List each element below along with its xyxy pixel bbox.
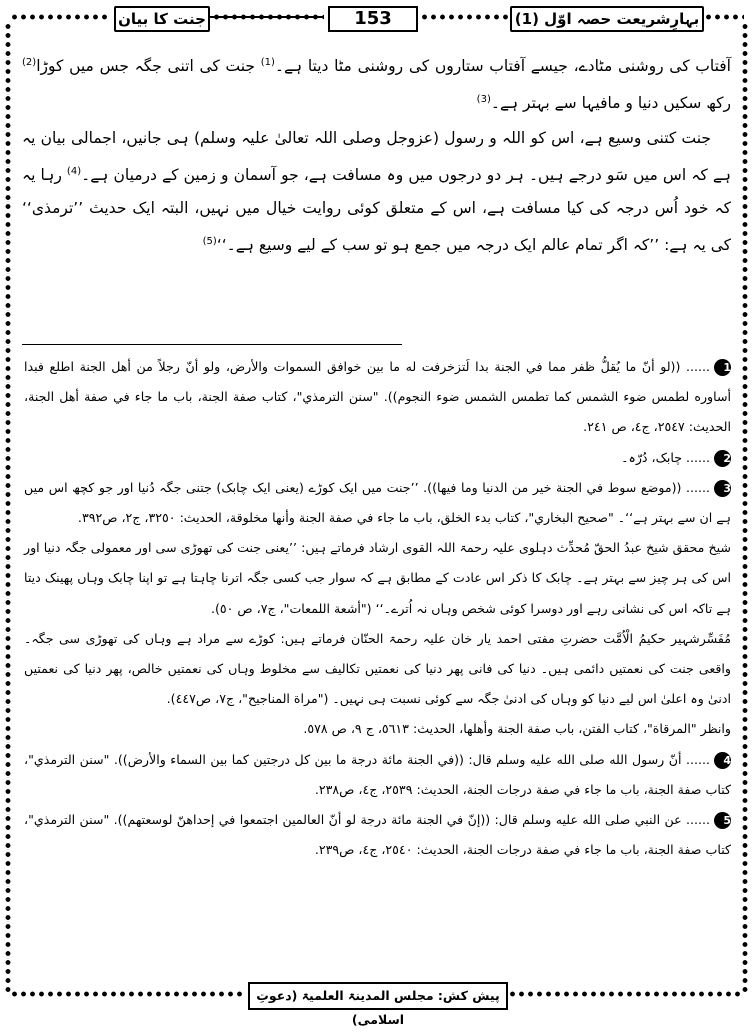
page-header — [0, 0, 753, 34]
footnote-5: 5...... عن النبي صلى الله عليه وسلم قال: ((إنّ في الجنة مائة درجة لو أنّ العالمين اجتمعوا في إحداهنّ لوسعتهم)). "سنن الترمذي"، كتاب صفة الجنة، باب ما جاء في صفة درجات الجنة، الحديث: ٢٥٤٠، ج٤، ص٢٣٩. — [24, 812, 731, 858]
footnote-3: 3...... ((موضع سوط في الجنة خير من الدنيا وما فيها)). ’’جنت میں ایک کوڑے (یعنی ایک چابک) جتنی جگہ دُنیا اور جو کچھ اس میں ہے ان سے بہتر ہے‘‘۔ "صحيح البخاري"، كتاب بدء الخلق، باب ما جاء في صفة الجنة وأنها مخلوقة، الحديث: ٣٢٥٠، ج٢، ص٣٩٢. — [24, 479, 731, 526]
footnote-number: 3 — [714, 480, 731, 497]
footer-chain-left — [10, 990, 246, 998]
paragraph-1: آفتاب کی روشنی مٹادے، جیسے آفتاب ستاروں کی روشنی مٹا دیتا ہے۔$^{(1)}$ جنت کی اتنی جگہ جس میں کوڑا$^{(2)}$ رکھ سکیں دنیا و مافیہا سے بہتر ہے۔$^{(3)}$ — [22, 57, 731, 113]
footnote-2: 2...... چابک، دُرّہ۔ — [621, 449, 731, 465]
header-chain-right — [704, 13, 744, 21]
footnote-1: 1...... ((لو أنّ ما يُقلُّ ظفر مما في الجنة بدا لَتزخرفت له ما بين خوافق السموات والأرض، ولو أنّ رجلاً من أهل الجنة اطلع فبدا أساوره لطمس ضوء الشمس كما تطمس الشمس ضوء النجوم)). "سنن الترمذي"، كتاب صفة الجنة، باب ما جاء في صفة أهل الجنة، الحديث: ٢٥٤٧، ج٤، ص ٢٤١. — [24, 359, 731, 435]
footnotes — [24, 352, 731, 865]
footnote-number: 2 — [714, 450, 731, 467]
footnote-number: 4 — [714, 752, 731, 769]
footnote-separator — [22, 344, 402, 345]
book-title: بہارِشریعت حصہ اوّل (1) — [510, 6, 704, 32]
header-chain-mid-left — [212, 13, 324, 21]
chapter-title: جنت کا بیان — [114, 6, 210, 32]
footnote-3-commentary-2: مُفَسِّرشہیر حکیمُ الْاُمَّت حضرتِ مفتی احمد یار خان علیہ رحمۃ الحنّان فرماتے ہیں: کوڑے سے مراد ہے وہاں کی تھوڑی سی جگہ۔ واقعی جنت کی نعمتیں دائمی ہیں۔ دنیا کی فانی پھر دنیا کی نعمتیں تکالیف سے مخلوط وہاں کی نعمتیں خالص، پھر دنیا کی نعمتیں ادنیٰ وہ اعلیٰ اس لیے دنیا کو وہاں کی ادنیٰ جگہ سے کوئی نسبت ہی نہیں۔ ("مراة المناجيح"، ج٧، ص٤٤٧). — [24, 630, 731, 707]
left-border — [4, 22, 12, 993]
footnote-number: 1 — [714, 359, 731, 376]
footnote-3-reference: وانظر "المرقاة"، كتاب الفتن، باب صفة الجنة وأهلها، الحديث: ٥٦١٣، ج ٩، ص ٥٧٨. — [303, 721, 731, 737]
header-chain-left — [10, 13, 110, 21]
main-text — [22, 46, 731, 265]
publisher-credit: پیش کش: مجلس المدینۃ العلمیۃ (دعوتِ اسلامی) — [248, 982, 508, 1010]
header-chain-mid-right — [420, 13, 508, 21]
paragraph-2: جنت کتنی وسیع ہے، اس کو اللہ و رسول (عزوجل وصلی اللہ تعالیٰ علیہ وسلم) ہی جانیں، اجمالی بیان یہ ہے کہ اس میں سَو درجے ہیں۔ ہر دو درجوں میں وہ مسافت ہے، جو آسمان و زمین کے درمیان ہے۔$^{(4)}$ رہا یہ کہ خود اُس درجہ کی کیا مسافت ہے، اس کے متعلق کوئی روایت خیال میں نہیں، البتہ ایک حدیث ’’ترمذی‘‘ کی یہ ہے: ’’کہ اگر تمام عالم ایک درجہ میں جمع ہو تو سب کے لیے وسیع ہے۔‘‘$^{(5)}$ — [22, 129, 731, 255]
right-border — [741, 22, 749, 993]
footnote-4: 4...... أنّ رسول الله صلى الله عليه وسلم قال: ((في الجنة مائة درجة ما بين كل درجتين كما بين السماء والأرض)). "سنن الترمذي"، كتاب صفة الجنة، باب ما جاء في صفة درجات الجنة، الحديث: ٢٥٣٩، ج٤، ص٢٣٨. — [24, 751, 731, 797]
footer-chain-right — [508, 990, 744, 998]
footnote-number: 5 — [714, 812, 731, 829]
page-number: 153 — [328, 6, 418, 32]
footnote-3-commentary-1: شیخ محقق شیخ عبدُ الحقّ مُحدِّث دہلوی علیہ رحمۃ اللہ القوی ارشاد فرماتے ہیں: ’’یعنی جنت کی تھوڑی سی اور معمولی جگہ دنیا اور اس کی ہر چیز سے بہتر ہے۔ چابک کا ذکر اس عادت کے مطابق ہے کہ سوار جب کسی جگہ اترنا چاہتا ہے تو اپنا چابک وہاں پھینک دیتا ہے تاکہ اس کی نشانی رہے اور دوسرا کوئی شخص وہاں نہ اُترے۔‘‘ ("أشعة اللمعات"، ج٧، ص ٥٠). — [24, 540, 731, 616]
page-footer — [0, 978, 753, 1027]
